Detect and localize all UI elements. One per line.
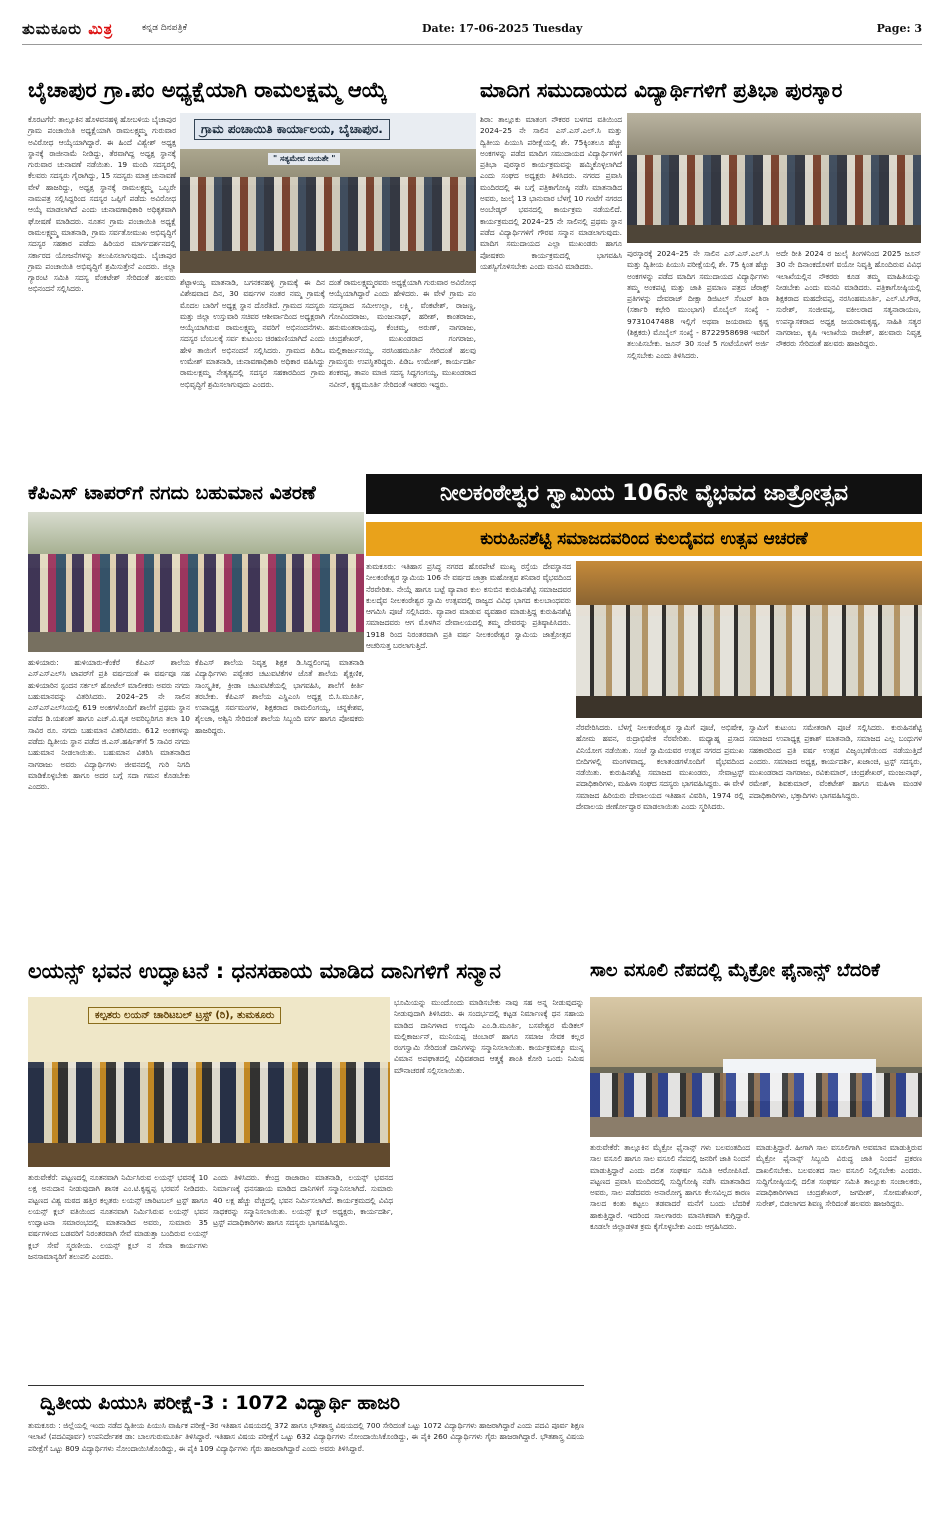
story5-col3: ಭೂಮಿಯನ್ನು ಮುಂದೊಂದು ಮಾಡಿಸಬೇಕು ನಾವು ಸಹ ಅನ್ನ ನೀಡುವುದನ್ನು ನೀಡುವುದಾಗಿ ತಿಳಿಸಿದರು. ಈ ಸಂದರ್ಭದಲ್ಲಿ ಕಟ್ಟಡ ನಿರ್ಮಾಣಕ್ಕೆ ಧನ ಸಹಾಯ ಮಾಡಿದ ದಾನಿಗಳಾದ ಉದ್ಯಮಿ ಎಂ.ಡಿ.ಮೂರ್ತಿ, ಬಸವೇಶ್ವರ ಮೆಡಿಕಲ್ ಮಲ್ಲಿಕಾರ್ಜುನ್, ಮುನಿಯಪ್ಪ ಚಿಂಬಾರ್ ಹಾಗೂ ಸಮಾಜ ಸೇವಕ ಕಲ್ಲರ ರಂಗಸ್ವಾಮಿ ಸೇರಿದಂತೆ ದಾನಿಗಳನ್ನು ಸನ್ಮಾನಿಸಲಾಯಿತು. ಕಾರ್ಯಕ್ರಮಕ್ಕೂ ಮುನ್ನ ವಿಮಾನ ಅಪಘಾತದಲ್ಲಿ ವಿಧಿವಶರಾದ ಆತ್ಮಕ್ಕೆ ಶಾಂತಿ ಕೋರಿ ಒಂದು ನಿಮಿಷ ಮೌನಾಚರಣೆ ಸಲ್ಲಿಸಲಾಯಿತು. xyxy=(394,998,584,1075)
story1-photo xyxy=(180,113,476,273)
story5-col1: ತುರುವೇಕೆರೆ: ಪಟ್ಟಣದಲ್ಲಿ ನೂತನವಾಗಿ ನಿರ್ಮಿಸಿರುವ ಲಯನ್ಸ್ ಭವನಕ್ಕೆ 10 ಲಕ್ಷ ಅನುದಾನ ನೀಡುವುದಾಗಿ ಶಾಸಕ ಎಂ.ಟಿ.ಕೃಷ್ಣಪ್ಪ ಭರವಸೆ ನೀಡಿದರು. ಪಟ್ಟಣದ ವಿಶ್ವ ಮಠದ ಹತ್ತಿರ ಕಲ್ಪತರು ಲಯನ್ಸ್ ಚಾರಿಟಬಲ್ ಟ್ರಸ್ಟ್ ಹಾಗೂ ಲಯನ್ಸ್ ಕ್ಲಬ್ ವತಿಯಿಂದ ನೂತನವಾಗಿ ನಿರ್ಮಿಸಿರುವ ಲಯನ್ಸ್ ಭವನ ಉದ್ಘಾಟನಾ ಸಮಾರಂಭದಲ್ಲಿ ಮಾತನಾಡಿದ ಅವರು, ಸುಮಾರು 35 ವರ್ಷಗಳಿಂದ ಬಡವರಿಗೆ ನಿರಂತರವಾಗಿ ಸೇವೆ ಮಾಡುತ್ತಾ ಬಂದಿರುವ ಲಯನ್ಸ್ ಕ್ಲಬ್ ಸೇವೆ ಸ್ಮರಣೀಯ. ಲಯನ್ಸ್ ಕ್ಲಬ್ ನ ಸೇವಾ ಕಾರ್ಯಗಳು ಜನಸಾಮಾನ್ಯರಿಗೆ ತಲುಪಲಿ ಎಂದರು. xyxy=(28,1173,208,1262)
story1-headline: ಬೈಚಾಪುರ ಗ್ರಾ.ಪಂ ಅಧ್ಯಕ್ಷೆಯಾಗಿ ರಾಮಲಕ್ಷಮ್ಮ ಆಯ್ಕೆ xyxy=(28,78,388,102)
story4-col1: ತುಮಕೂರು: ಇತಿಹಾಸ ಪ್ರಸಿದ್ಧ ನಗರದ ಹೊರಪೇಟೆ ಮುಖ್ಯ ರಸ್ತೆಯ ದೇವಸ್ಥಾನದ ನೀಲಕಂಠೇಶ್ವರ ಸ್ವಾಮಿಯ 106 ನೇ ವರ್ಷದ ಜಾತ್ರಾ ಮಹೋತ್ಸವ ಶನಿವಾರ ವೈಭವದಿಂದ ನೆರವೇರಿತು. ನೇಯ್ಗೆ ಹಾಗೂ ಬಟ್ಟೆ ವ್ಯಾಪಾರ ಕುಲ ಕಸುಬಿನ ಕುರುಹಿನಶೆಟ್ಟಿ ಸಮಾಜದವರ ಕುಲದೈವ ನೀಲಕಂಠೇಶ್ವರ ಸ್ವಾಮಿ ಉತ್ಸವದಲ್ಲಿ ರಾಜ್ಯದ ವಿವಿಧ ಭಾಗದ ಕುಲಬಾಂಧವರು ಆಗಮಿಸಿ ಪೂಜೆ ಸಲ್ಲಿಸಿದರು. ವ್ಯಾಪಾರ ಮಾಡುವ ವ್ಯವಹಾರ ಮಾಡುತ್ತಿದ್ದ ಕುರುಹಿನಶೆಟ್ಟಿ ಸಮಾಜದವರು ಆಗ ಮೊಳಗಿನ ದೇವಾಲಯದಲ್ಲಿ ತಮ್ಮ ದೇವರನ್ನು ಪ್ರತಿಷ್ಠಾಪಿಸಿದರು. 1918 ರಿಂದ ನಿರಂತರವಾಗಿ ಪ್ರತಿ ವರ್ಷ ನೀಲಕಂಠೇಶ್ವರ ಸ್ವಾಮಿಯ ಜಾತ್ರೋತ್ಸವ ಆಚರಿಸುತ್ತ ಬರಲಾಗುತ್ತಿದೆ. xyxy=(366,562,571,651)
story2-photo xyxy=(627,113,921,243)
story2-col2: ಪುರಸ್ಕಾರಕ್ಕೆ 2024–25 ನೇ ಸಾಲಿನ ಎಸ್.ಎಸ್.ಎಲ್.ಸಿ ಮತ್ತು ದ್ವಿತೀಯ ಪಿಯುಸಿ ಪರೀಕ್ಷೆಯಲ್ಲಿ ಶೇ. 75 ಕ್ಕಿಂತ ಹೆಚ್ಚು ಅಂಕಗಳನ್ನು ಪಡೆದ ಮಾದಿಗ ಸಮುದಾಯದ ವಿದ್ಯಾರ್ಥಿಗಳು ತಮ್ಮ ಅಂಕಪಟ್ಟಿ ಮತ್ತು ಜಾತಿ ಪ್ರಮಾಣ ಪತ್ರದ ಜೆರಾಕ್ಸ್ ಪ್ರತಿಗಳನ್ನು ದೇವರಾಜ್ ದೀಕ್ಷಾ ಡಿಜಿಟಲ್ ಸೆಂಟರ್ ಶಿರಾ (ಸರ್ಕಾರಿ ಕಛೇರಿ ಮುಂಭಾಗ) ಮೊಬೈಲ್ ಸಂಖ್ಯೆ - 9731047488 ಇಲ್ಲಿಗೆ ಅಥವಾ ಜಯರಾಮ ಕೃಷ್ಣ (ಶಿಕ್ಷಕರು) ಮೊಬೈಲ್ ಸಂಖ್ಯೆ - 8722958698 ಇವರಿಗೆ ತಲುಪಿಸಬೇಕು. ಜೂನ್ 30 ಸಂಜೆ 5 ಗಂಟೆಯೊಳಗೆ ಅರ್ಜಿ ಸಲ್ಲಿಸಬೇಕು ಎಂದು ತಿಳಿಸಿದರು. xyxy=(627,249,769,360)
panchayat-sign: ಗ್ರಾಮ ಪಂಚಾಯಿತಿ ಕಾರ್ಯಾಲಯ, ಬೈಚಾಪುರ. xyxy=(194,119,390,140)
story6-headline: ಸಾಲ ವಸೂಲಿ ನೆಪದಲ್ಲಿ ಮೈಕ್ರೋ ಫೈನಾನ್ಸ್ ಬೆದರಿಕೆ xyxy=(590,960,880,981)
story2-col1-cont xyxy=(480,248,622,469)
page-number: Page: 3 xyxy=(876,22,922,35)
section-divider xyxy=(28,1385,584,1386)
tagline: ಕನ್ನಡ ದಿನಪತ್ರಿಕೆ xyxy=(142,23,188,33)
story4-headline: ನೀಲಕಂಠೇಶ್ವರ ಸ್ವಾಮಿಯ 106ನೇ ವೈಭವದ ಜಾತ್ರೋತ್ಸವ xyxy=(366,474,922,514)
logo-part-b: ಮಿತ್ರ xyxy=(88,20,114,38)
story3-headline: ಕೆಪಿಎಸ್ ಟಾಪರ್‌ಗೆ ನಗದು ಬಹುಮಾನ ವಿತರಣೆ xyxy=(28,482,316,504)
story5-col2: ಎಂದು ತಿಳಿಸಿದರು. ಕೇಂದ್ರ ರಾಜಾರಾಂ ಮಾತನಾಡಿ, ಲಯನ್ಸ್ ಭವನದ ನಿರ್ಮಾಣಕ್ಕೆ ಧನಸಹಾಯ ಮಾಡಿದ ದಾನಿಗಳಿಗೆ ಸನ್ಮಾನಿಸಲಾಗಿದೆ. ಸುಮಾರು 40 ಲಕ್ಷ ಹೆಚ್ಚು ವೆಚ್ಚದಲ್ಲಿ ಭವನ ನಿರ್ಮಿಸಲಾಗಿದೆ. ಕಾರ್ಯಕ್ರಮದಲ್ಲಿ ವಿವಿಧ ಸಾಧಕರನ್ನು ಸನ್ಮಾನಿಸಲಾಯಿತು. ಲಯನ್ಸ್ ಕ್ಲಬ್ ಅಧ್ಯಕ್ಷರು, ಕಾರ್ಯದರ್ಶಿ, ಟ್ರಸ್ಟ್ ಪದಾಧಿಕಾರಿಗಳು ಹಾಗೂ ಸದಸ್ಯರು ಭಾಗವಹಿಸಿದ್ದರು. xyxy=(213,1173,393,1228)
story1-col3: ದಂತೆ ರಾಮಲಕ್ಷ್ಮಮ್ಮರವರು ಅಧ್ಯಕ್ಷೆಯಾಗಿ ಗುರುವಾರ ಅವಿರೋಧ ಆಯ್ಕೆಯಾಗಿದ್ದಾರೆ ಎಂದು ಹೇಳಿದರು. ಈ ವೇಳೆ ಗ್ರಾಮ ಪಂ ಸದಸ್ಯರಾದ ಸಮೀಉಲ್ಲಾ, ಲಕ್ಷ್ಮಿ, ವೆಂಕಟೇಶ್, ರಾಜಣ್ಣ, ಗೋವಿಂದರಾಜು, ಮಂಜುನಾಥ್, ಹರೀಶ್, ಕಾಂತರಾಜು, ಹನುಮಂತರಾಯಪ್ಪ, ಕೆಂಚಮ್ಮ, ಅರುಣ್, ನಾಗರಾಜು, ಚಂದ್ರಶೇಖರ್, ಮುಖಂಡರಾದ ಗಂಗರಾಜು, ಮಲ್ಲಿಕಾರ್ಜುನಯ್ಯ, ನರಸಿಂಹಮೂರ್ತಿ ಸೇರಿದಂತೆ ಹಲವು ಗ್ರಾಮಸ್ಥರು ಉಪಸ್ಥಿತರಿದ್ದರು. ಪಿಡಿಒ ಉಮೇಶ್, ಕಾರ್ಯದರ್ಶಿ ಶಂಕರಪ್ಪ, ತಾಪಂ ಮಾಜಿ ಸದಸ್ಯ ಸಿದ್ದಗಂಗಯ್ಯ, ಮುಖಂಡರಾದ ನವೀನ್, ಕೃಷ್ಣಮೂರ್ತಿ ಸೇರಿದಂತೆ ಇತರರು ಇದ್ದರು. xyxy=(329,278,476,389)
issue-date: Date: 17-06-2025 Tuesday xyxy=(422,22,583,35)
story3-col1: ಹುಳಿಯಾರು: ಹುಳಿಯಾರು-ಕೆಂಕೆರೆ ಕೆಪಿಎಸ್ ಶಾಲೆಯ ಎಸ್ಎಸ್ಎಲ್‌ಸಿ ಟಾಪರ್‌ಗೆ ಪ್ರತಿ ವರ್ಷದಂತೆ ಈ ವರ್ಷವೂ ಸಹ ಹುಳಿಯಾರಿನ ಸ್ಪಂದನ ಸರ್ಕಲ್ ಹೋಟೆಲ್ ಮಾಲೀಕರು ಅವರು ನಗದು ಬಹುಮಾನವನ್ನು ವಿತರಿಸಿದರು. 2024–25 ನೇ ಸಾಲಿನ ಎಸ್ಎಸ್ಎಲ್‌ಸಿಯಲ್ಲಿ 619 ಅಂಕಗಳೊಂದಿಗೆ ಶಾಲೆಗೆ ಪ್ರಥಮ ಸ್ಥಾನ ಪಡೆದ ಡಿ.ಯಶಂತ್ ಹಾಗೂ ಎಚ್.ವಿ.ವೃತ ಅವರಿಬ್ಬರಿಗೂ ತಲಾ 10 ಸಾವಿರ ರೂ. ನಗದು ಬಹುಮಾನ ವಿತರಿಸಿದರು. 612 ಅಂಕಗಳನ್ನು ಪಡೆದು ದ್ವಿತೀಯ ಸ್ಥಾನ ಪಡೆದ ಜಿ.ಎಸ್.ಹರ್ಷಿತ್‌ಗೆ 5 ಸಾವಿರ ನಗದು ಬಹುಮಾನ ನೀಡಲಾಯಿತು. ಬಹುಮಾನ ವಿತರಿಸಿ ಮಾತನಾಡಿದ ನಾಗರಾಜು ಅವರು ವಿದ್ಯಾರ್ಥಿಗಳು ಜೀವನದಲ್ಲಿ ಗುರಿ ನಿಗದಿ ಮಾಡಿಕೊಳ್ಳಬೇಕು ಹಾಗೂ ಅದರ ಬಗ್ಗೆ ಸದಾ ಗಮನ ಕೊಡಬೇಕು ಎಂದರು. xyxy=(28,658,190,792)
story6-col1: ತುರುವೇಕೆರೆ: ತಾಲ್ಲೂಕಿನ ಮೈಕ್ರೋ ಫೈನಾನ್ಸ್ ಗಳು ಬಲವಂತದಿಂದ ಸಾಲ ವಸೂಲಿ ಹಾಗೂ ಸಾಲ ವಸೂಲಿ ನೆಪದಲ್ಲಿ ಜನರಿಗೆ ಜಾತಿ ನಿಂದನೆ ಮಾಡುತ್ತಿದ್ದಾರೆ ಎಂದು ದಲಿತ ಸಂಘರ್ಷ ಸಮಿತಿ ಆರೋಪಿಸಿದೆ. ಪಟ್ಟಣದ ಪ್ರವಾಸಿ ಮಂದಿರದಲ್ಲಿ ಸುದ್ದಿಗೋಷ್ಠಿ ನಡೆಸಿ ಮಾತನಾಡಿದ ಅವರು, ಸಾಲ ಪಡೆದವರು ಅನಾರೋಗ್ಯ ಹಾಗೂ ಕೆಲಸವಿಲ್ಲದ ಕಾರಣ ಸಾಲದ ಕಂತು ಕಟ್ಟಲು ತಡವಾದರೆ ಮನೆಗೆ ಬಂದು ಬೆದರಿಕೆ ಹಾಕುತ್ತಿದ್ದಾರೆ. ಇದರಿಂದ ಸಾಲಗಾರರು ಮಾನಸಿಕವಾಗಿ ಕುಗ್ಗಿದ್ದಾರೆ. ಕೂಡಲೇ ಜಿಲ್ಲಾಡಳಿತ ಕ್ರಮ ಕೈಗೊಳ್ಳಬೇಕು ಎಂದು ಆಗ್ರಹಿಸಿದರು. xyxy=(590,1143,750,1232)
masthead xyxy=(22,20,922,45)
story4-col1-cont xyxy=(366,706,571,945)
story7-body: ತುಮಕೂರು : ಜಿಲ್ಲೆಯಲ್ಲಿ ಇಂದು ನಡೆದ ದ್ವಿತೀಯ ಪಿಯುಸಿ ವಾರ್ಷಿಕ ಪರೀಕ್ಷೆ–3ರ ಇತಿಹಾಸ ವಿಷಯದಲ್ಲಿ 372 ಹಾಗೂ ಭೌತಶಾಸ್ತ್ರ ವಿಷಯದಲ್ಲಿ 700 ಸೇರಿದಂತೆ ಒಟ್ಟು 1072 ವಿದ್ಯಾರ್ಥಿಗಳು ಹಾಜರಾಗಿದ್ದಾರೆ ಎಂದು ಪದವಿ ಪೂರ್ವ ಶಿಕ್ಷಣ ಇಲಾಖೆ (ಪದವಿಪೂರ್ವ) ಉಪನಿರ್ದೇಶಕ ಡಾ: ಬಾಲಗುರುಮೂರ್ತಿ ತಿಳಿಸಿದ್ದಾರೆ. ಇತಿಹಾಸ ವಿಷಯ ಪರೀಕ್ಷೆಗೆ ಒಟ್ಟು 632 ವಿದ್ಯಾರ್ಥಿಗಳು ನೋಂದಾಯಿಸಿಕೊಂಡಿದ್ದು, ಈ ಪೈಕಿ 260 ವಿದ್ಯಾರ್ಥಿಗಳು ಗೈರು ಹಾಜರಾಗಿದ್ದಾರೆ. ಭೌತಶಾಸ್ತ್ರ ವಿಷಯ ಪರೀಕ್ಷೆಗೆ ಒಟ್ಟು 809 ವಿದ್ಯಾರ್ಥಿಗಳು ನೋಂದಾಯಿಸಿಕೊಂಡಿದ್ದು, ಈ ಪೈಕಿ 109 ವಿದ್ಯಾರ್ಥಿಗಳು ಗೈರು ಹಾಜರಾಗಿದ್ದಾರೆ ಎಂದು ಅವರು ತಿಳಿಸಿದ್ದಾರೆ. xyxy=(28,1421,584,1453)
logo-part-a: ತುಮಕೂರು xyxy=(22,20,83,38)
story1-col1: ಕೊರಟಗೆರೆ: ತಾಲ್ಲೂಕಿನ ಹೊಳವನಹಳ್ಳಿ ಹೋಬಳಿಯ ಬೈಚಾಪುರ ಗ್ರಾಮ ಪಂಚಾಯಿತಿ ಅಧ್ಯಕ್ಷೆಯಾಗಿ ರಾಮಲಕ್ಷ್ಮಮ್ಮ ಗುರುವಾರ ಅವಿರೋಧ ಆಯ್ಕೆಯಾಗಿದ್ದಾರೆ. ಈ ಹಿಂದೆ ವಿಶ್ವೇಶ್ ಅಧ್ಯಕ್ಷ ಸ್ಥಾನಕ್ಕೆ ರಾಜೀನಾಮೆ ನೀಡಿದ್ದು, ತೆರವಾಗಿದ್ದ ಅಧ್ಯಕ್ಷ ಸ್ಥಾನಕ್ಕೆ ಗುರುವಾರ ಚುನಾವಣೆ ನಡೆಯಿತು. 19 ಮಂದಿ ಸದಸ್ಯರಲ್ಲಿ ಕೆಲವರು ಸದಸ್ಯರು ಗೈರಾಗಿದ್ದು, 15 ಸದಸ್ಯರು ಮಾತ್ರ ಚುನಾವಣೆ ವೇಳೆ ಹಾಜರಿದ್ದು, ಅಧ್ಯಕ್ಷ ಸ್ಥಾನಕ್ಕೆ ರಾಮಲಕ್ಷ್ಮಮ್ಮ ಒಬ್ಬರೇ ನಾಮಪತ್ರ ಸಲ್ಲಿಸಿದ್ದರಿಂದ ಸದಸ್ಯರ ಒಪ್ಪಿಗೆ ಪಡೆದು ಅವಿರೋಧ ಆಯ್ಕೆ ಮಾಡಲಾಗಿದೆ ಎಂದು ಚುನಾವಣಾಧಿಕಾರಿ ಅಧಿಕೃತವಾಗಿ ಘೋಷಣೆ ಮಾಡಿದರು. ನೂತನ ಗ್ರಾಮ ಪಂಚಾಯಿತಿ ಅಧ್ಯಕ್ಷೆ ರಾಮಲಕ್ಷ್ಮಮ್ಮ ಮಾತನಾಡಿ, ಗ್ರಾಮ ಸರ್ವತೋಮುಖ ಅಭಿವೃದ್ಧಿಗೆ ಸದಸ್ಯರ ಸಹಕಾರ ಪಡೆದು ಹಿರಿಯರ ಮಾರ್ಗದರ್ಶನದಲ್ಲಿ ಸರ್ಕಾರದ ಯೋಜನೆಗಳನ್ನು ತಲುಪಿಸಲಾಗುವುದು. ಬೈಚಾಪುರ ಗ್ರಾಮ ಪಂಚಾಯಿತಿ ಅಭಿವೃದ್ಧಿಗೆ ಶ್ರಮಿಸುತ್ತೇನೆ ಎಂದರು. ಜಿಲ್ಲಾ ಗ್ಯಾರಂಟಿ ಸಮಿತಿ ಸದಸ್ಯ ವೆಂಕಟೇಶ್ ಸೇರಿದಂತೆ ಹಲವರು ಅಭಿನಂದನೆ ಸಲ್ಲಿಸಿದರು. xyxy=(28,115,176,294)
story4-subheadline: ಕುರುಹಿನಶೆಟ್ಟಿ ಸಮಾಜದವರಿಂದ ಕುಲದೈವದ ಉತ್ಸವ ಆಚರಣೆ xyxy=(366,522,922,556)
story5-headline: ಲಯನ್ಸ್ ಭವನ ಉದ್ಘಾಟನೆ : ಧನಸಹಾಯ ಮಾಡಿದ ದಾನಿಗಳಿಗೆ ಸನ್ಮಾನ xyxy=(28,959,501,983)
story1-col2: ಶೆಟ್ಟಾಳಯ್ಯ ಮಾತನಾಡಿ, ಬಗನಕನಹಳ್ಳಿ ಗ್ರಾಮಕ್ಕೆ ಈ ದಿನ ವಿಶೇಷವಾದ ದಿನ, 30 ವರ್ಷಗಳ ನಂತರ ನಮ್ಮ ಗ್ರಾಮಕ್ಕೆ ಮೊದಲ ಬಾರಿಗೆ ಅಧ್ಯಕ್ಷ ಸ್ಥಾನ ದೊರೆತಿದೆ. ಗ್ರಾಮದ ಸದಸ್ಯರು ಮತ್ತು ಜಿಲ್ಲಾ ಉಸ್ತುವಾರಿ ಸಚಿವರ ಆಶೀರ್ವಾದಿಂದ ಅಧ್ಯಕ್ಷರಾಗಿ ಆಯ್ಕೆಯಾಗಿರುವ ರಾಮಲಕ್ಷ್ಮಮ್ಮ ನವರಿಗೆ ಅಭಿನಂದನೆಗಳು. ಸದಸ್ಯರ ಬೆಂಬಲಕ್ಕೆ ಸರ್ವ ಕುಟುಂಬ ಚಿರಋಣಿಯಾಗಿದೆ ಎಂದು ಹೇಳಿ ತಾಯಿಗೆ ಅಭಿನಂದನೆ ಸಲ್ಲಿಸಿದರು. ಗ್ರಾಮದ ಪಿಡಿಒ ಉಮೇಶ್ ಮಾತನಾಡಿ, ಚುನಾವಣಾಧಿಕಾರಿ ಅಧಿಕಾರ ವಹಿಸಿದ್ದು ರಾಮಲಕ್ಷಮ್ಮ ನೇತೃತ್ವದಲ್ಲಿ ಸದಸ್ಯರ ಸಹಕಾರದಿಂದ ಗ್ರಾಮ ಅಭಿವೃದ್ಧಿಗೆ ಶ್ರಮಿಸಲಾಗುವುದು ಎಂದರು. xyxy=(180,278,325,389)
story4-col3: ಸ್ವಾಮಿಗೆ ಕುಟುಂಬ ಸಮೇತರಾಗಿ ಪೂಜೆ ಸಲ್ಲಿಸಿದರು. ಕುರುಹಿನಶೆಟ್ಟಿ ಸಮಾಜದ ಉಪಾಧ್ಯಕ್ಷ ಪ್ರಕಾಶ್ ಮಾತನಾಡಿ, ಸಮಾಜದ ಎಲ್ಲ ಬಂಧುಗಳ ಸಹಕಾರದಿಂದ ಪ್ರತಿ ವರ್ಷ ಉತ್ಸವ ವಿಜೃಂಭಣೆಯಿಂದ ನಡೆಯುತ್ತಿದೆ ಎಂದರು. ಸಮಾಜದ ಅಧ್ಯಕ್ಷ, ಕಾರ್ಯದರ್ಶಿ, ಖಜಾಂಚಿ, ಟ್ರಸ್ಟ್ ಸದಸ್ಯರು, ಮುಖಂಡರಾದ ನಾಗರಾಜು, ರವಿಕುಮಾರ್, ಚಂದ್ರಶೇಖರ್, ಮಂಜುನಾಥ್, ರಮೇಶ್, ಶಿವಕುಮಾರ್, ವೆಂಕಟೇಶ್ ಹಾಗೂ ಮಹಿಳಾ ಮಂಡಳಿ ಪದಾಧಿಕಾರಿಗಳು, ಭಕ್ತಾದಿಗಳು ಭಾಗವಹಿಸಿದ್ದರು. xyxy=(749,723,922,800)
story6-col2: ಮಾಡುತ್ತಿದ್ದಾರೆ. ಹೀಗಾಗಿ ಸಾಲ ವಸೂಲಿಗಾಗಿ ಅವಮಾನ ಮಾಡುತ್ತಿರುವ ಮೈಕ್ರೋ ಫೈನಾನ್ಸ್ ಸಿಬ್ಬಂದಿ ವಿರುದ್ಧ ಜಾತಿ ನಿಂದನೆ ಪ್ರಕರಣ ದಾಖಲಿಸಬೇಕು. ಬಲವಂತದ ಸಾಲ ವಸೂಲಿ ನಿಲ್ಲಿಸಬೇಕು ಎಂದರು. ಸುದ್ದಿಗೋಷ್ಠಿಯಲ್ಲಿ ದಲಿತ ಸಂಘರ್ಷ ಸಮಿತಿ ತಾಲ್ಲೂಕು ಸಂಚಾಲಕರು, ಪದಾಧಿಕಾರಿಗಳಾದ ಚಂದ್ರಶೇಖರ್, ಜಗದೀಶ್, ಸೋಮಶೇಖರ್, ಸುರೇಶ್, ಬಿಡಲಾಗದ ಶಿವಣ್ಣ ಸೇರಿದಂತೆ ಹಲವರು ಹಾಜರಿದ್ದರು. xyxy=(756,1143,922,1209)
story3-col2: ಕೆಪಿಎಸ್ ಶಾಲೆಯ ನಿವೃತ್ತ ಶಿಕ್ಷಕ ಡಿ.ಸಿದ್ದಲಿಂಗಪ್ಪ ಮಾತನಾಡಿ ವಿದ್ಯಾರ್ಥಿಗಳು ಪಠ್ಯೇತರ ಚಟುವಟಿಕೆಗಳ ಜೊತೆ ಶಾಲೆಯ ಶೈಕ್ಷಣಿಕ, ಸಾಂಸ್ಕೃತಿಕ, ಕ್ರೀಡಾ ಚಟುವಟಿಕೆಯಲ್ಲಿ ಭಾಗವಹಿಸಿ, ಶಾಲೆಗೆ ಕೀರ್ತಿ ತರಬೇಕು. ಕೆಪಿಎಸ್ ಶಾಲೆಯ ಎಸ್ಡಿಎಂಸಿ ಅಧ್ಯಕ್ಷ ಬಿ.ಸಿ.ಮೂರ್ತಿ, ಉಪಾಧ್ಯಕ್ಷ ಸರ್ವಮಂಗಳ, ಶಿಕ್ಷಕರಾದ ರಾಮಲಿಂಗಯ್ಯ, ಚನ್ನಕೇಶವ, ಶೈಲಜಾ, ಅಶ್ವಿನಿ ಸೇರಿದಂತೆ ಶಾಲೆಯ ಸಿಬ್ಬಂದಿ ವರ್ಗ ಹಾಗೂ ಪೋಷಕರು ಹಾಜರಿದ್ದರು. xyxy=(195,658,364,735)
story4-col2: ನೆರವೇರಿಸಿದರು. ಬೆಳಗ್ಗೆ ನೀಲಕಂಠೇಶ್ವರ ಸ್ವಾಮಿಗೆ ಪೂಜೆ, ಅಭಿಷೇಕ, ಹೋಮ ಹವನ, ರುದ್ರಾಭಿಷೇಕ ನೆರವೇರಿತು. ಮಧ್ಯಾಹ್ನ ಪ್ರಸಾದ ವಿನಿಯೋಗ ನಡೆಯಿತು. ಸಂಜೆ ಸ್ವಾಮಿಯವರ ಉತ್ಸವ ನಗರದ ಪ್ರಮುಖ ಬೀದಿಗಳಲ್ಲಿ ಮಂಗಳವಾದ್ಯ, ಕಲಾತಂಡಗಳೊಂದಿಗೆ ವೈಭವದಿಂದ ನಡೆಯಿತು. ಕುರುಹಿನಶೆಟ್ಟಿ ಸಮಾಜದ ಮುಖಂಡರು, ಸೇವಾಟ್ರಸ್ಟ್ ಪದಾಧಿಕಾರಿಗಳು, ಮಹಿಳಾ ಸಂಘದ ಸದಸ್ಯರು ಭಾಗವಹಿಸಿದ್ದರು. ಈ ವೇಳೆ ಸಮಾಜದ ಹಿರಿಯರು ದೇವಾಲಯದ ಇತಿಹಾಸ ವಿವರಿಸಿ, 1974 ರಲ್ಲಿ ದೇವಾಲಯ ಜೀರ್ಣೋದ್ಧಾರ ಮಾಡಲಾಯಿತು ಎಂದು ಸ್ಮರಿಸಿದರು. xyxy=(576,723,744,812)
story5-col3-cont xyxy=(398,1172,584,1382)
story3-photo xyxy=(28,512,364,652)
story2-headline: ಮಾದಿಗ ಸಮುದಾಯದ ವಿದ್ಯಾರ್ಥಿಗಳಿಗೆ ಪ್ರತಿಭಾ ಪುರಸ್ಕಾರ xyxy=(480,78,843,102)
story2-col1: ಶಿರಾ: ತಾಲ್ಲೂಕು ಮಾತಂಗ ನೌಕರರ ಬಳಗದ ವತಿಯಿಂದ 2024–25 ನೇ ಸಾಲಿನ ಎಸ್.ಎಸ್.ಎಲ್.ಸಿ ಮತ್ತು ದ್ವಿತೀಯ ಪಿಯುಸಿ ಪರೀಕ್ಷೆಯಲ್ಲಿ ಶೇ. 75ಕ್ಕಿಂತಲೂ ಹೆಚ್ಚು ಅಂಕಗಳನ್ನು ಪಡೆದ ಮಾದಿಗ ಸಮುದಾಯದ ವಿದ್ಯಾರ್ಥಿಗಳಿಗೆ ಪ್ರತಿಭಾ ಪುರಸ್ಕಾರ ಕಾರ್ಯಕ್ರಮವನ್ನು ಹಮ್ಮಿಕೊಳ್ಳಲಾಗಿದೆ ಎಂದು ಸಂಘದ ಅಧ್ಯಕ್ಷರು ತಿಳಿಸಿದರು. ನಗರದ ಪ್ರವಾಸಿ ಮಂದಿರದಲ್ಲಿ ಈ ಬಗ್ಗೆ ಪತ್ರಿಕಾಗೋಷ್ಠಿ ನಡೆಸಿ ಮಾತನಾಡಿದ ಅವರು, ಜುಲೈ 13 ಭಾನುವಾರ ಬೆಳಗ್ಗೆ 10 ಗಂಟೆಗೆ ನಗರದ ಅಂಬೇಡ್ಕರ್ ಭವನದಲ್ಲಿ ಕಾರ್ಯಕ್ರಮ ನಡೆಯಲಿದೆ. ಕಾರ್ಯಕ್ರಮದಲ್ಲಿ 2024–25 ನೇ ಸಾಲಿನಲ್ಲಿ ಪ್ರಥಮ ಸ್ಥಾನ ಪಡೆದ ವಿದ್ಯಾರ್ಥಿಗಳಿಗೆ ಗೌರವ ಸನ್ಮಾನ ಮಾಡಲಾಗುವುದು. ಮಾದಿಗ ಸಮುದಾಯದ ಎಲ್ಲಾ ಮುಖಂಡರು ಹಾಗೂ ಪೋಷಕರು ಕಾರ್ಯಕ್ರಮದಲ್ಲಿ ಭಾಗವಹಿಸಿ ಯಶಸ್ವಿಗೊಳಿಸಬೇಕು ಎಂದು ಮನವಿ ಮಾಡಿದರು. xyxy=(480,115,622,271)
story6-photo xyxy=(590,997,922,1137)
story5-photo xyxy=(28,997,390,1167)
story2-col3: ಅದೇ ರೀತಿ 2024 ರ ಜುಲೈ ತಿಂಗಳಿನಿಂದ 2025 ಜೂನ್ 30 ನೇ ದಿನಾಂಕದೊಳಗೆ ವಯೋ ನಿವೃತ್ತಿ ಹೊಂದಿರುವ ವಿವಿಧ ಇಲಾಖೆಯಲ್ಲಿನ ನೌಕರರು ಕೂಡ ತಮ್ಮ ಮಾಹಿತಿಯನ್ನು ನೀಡಬೇಕು ಎಂದು ಮನವಿ ಮಾಡಿದರು. ಪತ್ರಿಕಾಗೋಷ್ಠಿಯಲ್ಲಿ ಶಿಕ್ಷಕರಾದ ಮಹದೇವಪ್ಪ, ನರಸಿಂಹಮೂರ್ತಿ, ಎಲ್.ಟಿ.ಗೌಡ, ಸುರೇಶ್, ಸಂಜೀವಪ್ಪ, ವಕೀಲರಾದ ಸತ್ಯನಾರಾಯಣ, ಉಪನ್ಯಾಸಕರಾದ ಅಧ್ಯಕ್ಷ ಜಯರಾಮಕೃಷ್ಣ, ಸಾಹಿತಿ ಸತ್ಯರ ನಾಗರಾಜು, ಕೃಷಿ ಇಲಾಖೆಯ ರಾಜೇಶ್, ಹಲವಾರು ನಿವೃತ್ತ ನೌಕರರು ಸೇರಿದಂತೆ ಹಲವರು ಹಾಜರಿದ್ದರು. xyxy=(776,249,921,349)
story4-photo xyxy=(576,561,922,718)
panchayat-motto: " ಸತ್ಯಮೇವ ಜಯತೇ " xyxy=(268,153,340,165)
lions-trust-banner: ಕಲ್ಪತರು ಲಯನ್ ಚಾರಿಟಬಲ್ ಟ್ರಸ್ಟ್ (ರಿ), ತುಮಕೂರು xyxy=(88,1007,281,1024)
newspaper-logo xyxy=(22,20,113,38)
story7-headline: ದ್ವಿತೀಯ ಪಿಯುಸಿ ಪರೀಕ್ಷೆ-3 : 1072 ವಿದ್ಯಾರ್ಥಿ ಹಾಜರಿ xyxy=(40,1392,401,1414)
